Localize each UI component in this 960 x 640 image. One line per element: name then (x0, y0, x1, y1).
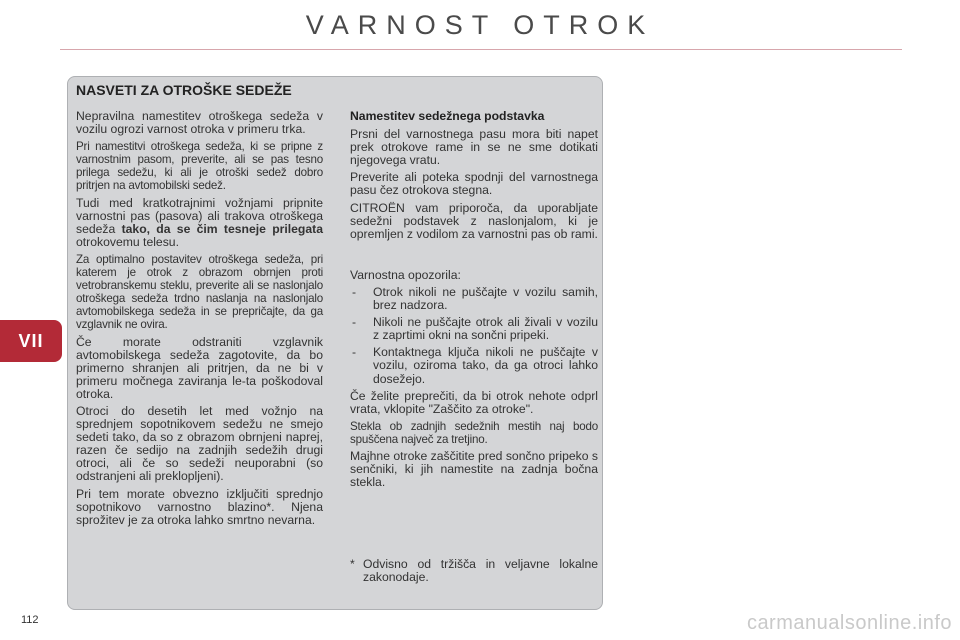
emphasis-text: tako, da se čim tesneje prilegata (121, 221, 323, 236)
paragraph: Če želite preprečiti, da bi otrok nehote odprl vrata, vklopite "Zaščito za otroke". (350, 388, 598, 416)
paragraph: Če morate odstraniti vzglavnik avtomobilskega sedeža zagotovite, da bo primerno shranjen ali pritrjen, da ne bi v primeru močnega zaviranja le-ta poškodoval otroka. (76, 334, 323, 401)
paragraph: Prsni del varnostnega pasu mora biti napet prek otrokove rame in se ne sme dotikati njegovega vratu. (350, 127, 598, 168)
list-item: - Nikoli ne puščajte otrok ali živali v vozilu z zaprtimi okni na sončni pripeki. (350, 316, 598, 342)
paragraph: Otroci do desetih let med vožnjo na sprednjem sopotnikovem sedežu ne smejo sedeti tako, da so z obrazom obrnjeni naprej, razen če sedijo na zadnjih sedežih drugi otroci, ali če so sedeži neuporabni (so odstranjeni ali preklopljeni). (76, 403, 323, 484)
footnote-text: Odvisno od tržišča in veljavne lokalne zakonodaje. (363, 557, 598, 585)
paragraph: Nepravilna namestitev otroškega sedeža v vozilu ogrozi varnost otroka v primeru trka. (76, 109, 323, 137)
list-item: - Kontaktnega ključa nikoli ne puščajte v vozilu, oziroma tako, da ga otroci lahko dosežejo. (350, 346, 598, 385)
page-title: VARNOST OTROK (305, 10, 655, 40)
footnote (350, 558, 598, 584)
booster-seat-heading: Namestitev sedežnega podstavka (350, 109, 545, 123)
paragraph: Pri namestitvi otroškega sedeža, ki se pripne z varnostnim pasom, preverite, ali se pas tesno prilega sedežu, ki ali je otroški sedež dobro pritrjen na avtomobilski sedež. (76, 140, 323, 193)
warnings-intro: Varnostna opozorila: (350, 267, 461, 282)
chapter-tab[interactable] (0, 320, 62, 362)
warnings-list (350, 286, 598, 386)
footnote-marker: * (350, 557, 355, 571)
paragraph: Pri tem morate obvezno izključiti sprednjo sopotnikovo varnostno blazino*. Njena sprožitev je za otroka lahko smrtno nevarna. (76, 486, 323, 527)
left-column (76, 110, 323, 531)
paragraph: Preverite ali poteka spodnji del varnostnega pasu čez otrokova stegna. (350, 170, 598, 198)
paragraph: Za optimalno postavitev otroškega sedeža, pri katerem je otrok z obrazom obrnjen proti vetrobranskemu steklu, preverite ali se naslonjalo otroškega sedeža trdno naslanja na naslonjalo avtomobilskega sedeža in se prepričajte, da ga vzglavnik ne ovira. (76, 252, 323, 332)
list-item: - Otrok nikoli ne puščajte v vozilu samih, brez nadzora. (350, 286, 598, 312)
chapter-tab-label: VII (18, 330, 44, 351)
paragraph: Stekla ob zadnjih sedežnih mestih naj bodo spuščena največ za tretjino. (350, 419, 598, 446)
paragraph: Majhne otroke zaščitite pred sončno pripeko s senčniki, ki jih namestite na zadnja bočna stekla. (350, 448, 598, 490)
paragraph-belt-tightness: Tudi med kratkotrajnimi vožnjami pripnite varnostni pas (pasova) ali trakova otroškega sedeža tako, da se čim tesneje prilegata otrokovemu telesu. (76, 195, 323, 249)
page-number: 112 (21, 614, 39, 626)
paragraph: CITROËN vam priporoča, da uporabljate sedežni podstavek z naslonjalom, ki je opremljen z vodilom za varnostni pas ob rami. (350, 200, 598, 241)
right-column (350, 110, 598, 493)
spacer (350, 245, 598, 269)
panel-title: NASVETI ZA OTROŠKE SEDEŽE (76, 82, 292, 98)
watermark: carmanualsonline.info (746, 612, 952, 634)
title-divider (60, 49, 902, 50)
